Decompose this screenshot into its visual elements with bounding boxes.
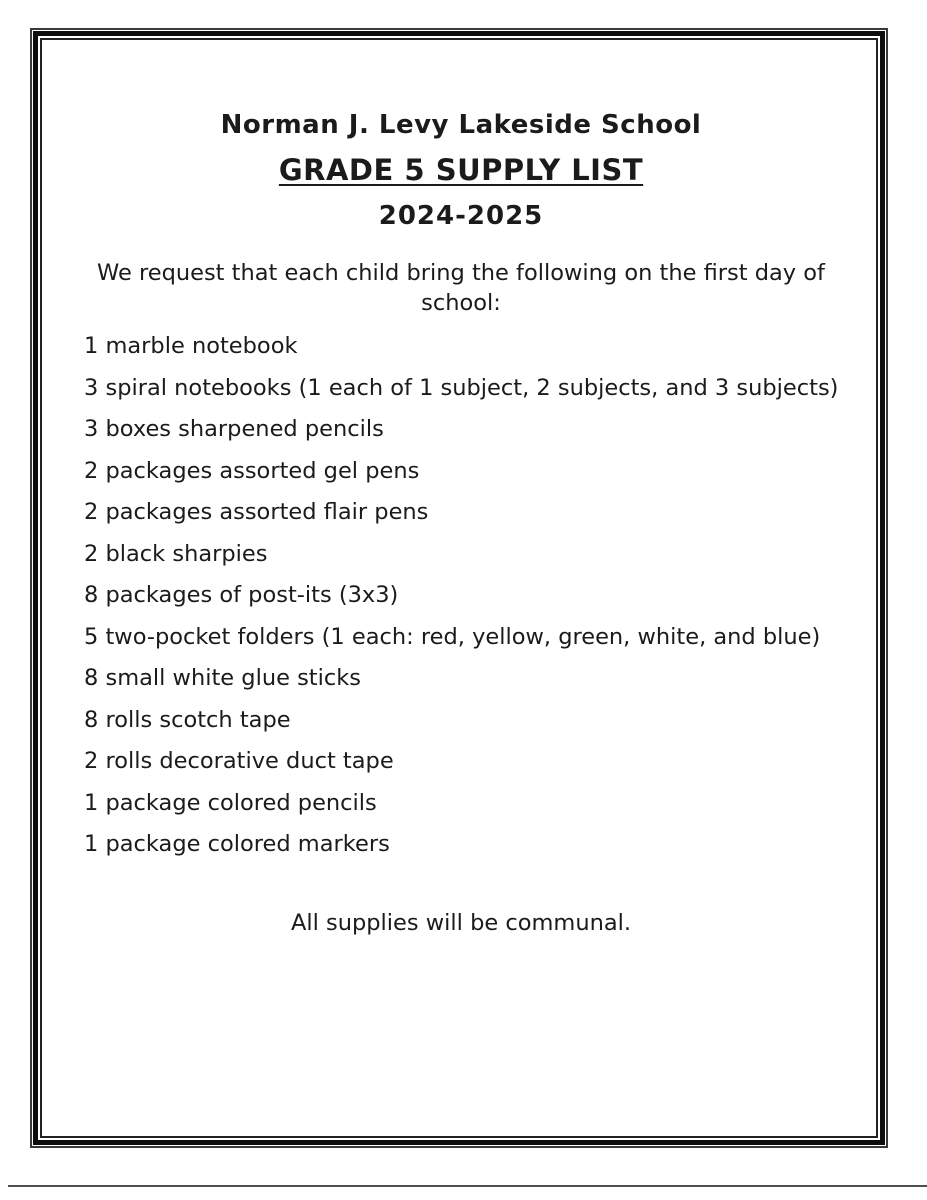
supply-item: 3 spiral notebooks (1 each of 1 subject, 2 subjects, and 3 subjects) [84, 374, 839, 401]
page-title: GRADE 5 SUPPLY LIST [278, 153, 644, 187]
supply-item: 1 package colored pencils [84, 789, 377, 816]
supply-item: 2 packages assorted flair pens [84, 499, 429, 525]
school-name: Norman J. Levy Lakeside School [220, 110, 702, 140]
school-year: 2024-2025 [378, 201, 544, 231]
supply-item: 5 two-pocket folders (1 each: red, yellow, green, white, and blue) [84, 623, 821, 650]
bottom-rule [8, 1185, 927, 1187]
decorative-border-thick-line [33, 31, 885, 1145]
intro-line-1: We request that each child bring the following on the first day of [97, 260, 825, 286]
supply-item: 2 black sharpies [84, 540, 268, 567]
intro-line-2: school: [421, 290, 501, 316]
supply-item: 2 rolls decorative duct tape [84, 748, 394, 774]
supply-item: 3 boxes sharpened pencils [84, 416, 384, 442]
decorative-border-inner-line [40, 38, 878, 1138]
supply-item: 8 packages of post-its (3x3) [84, 582, 399, 608]
supply-item: 2 packages assorted gel pens [84, 457, 420, 484]
supply-item: 8 small white glue sticks [84, 665, 361, 691]
supply-item: 1 marble notebook [84, 333, 298, 359]
supply-item: 1 package colored markers [84, 831, 390, 857]
supply-item: 8 rolls scotch tape [84, 706, 291, 733]
supply-list [64, 326, 858, 866]
document-content [42, 40, 876, 936]
intro-text [64, 258, 858, 318]
decorative-border [30, 28, 888, 1148]
closing-note: All supplies will be communal. [290, 909, 632, 936]
